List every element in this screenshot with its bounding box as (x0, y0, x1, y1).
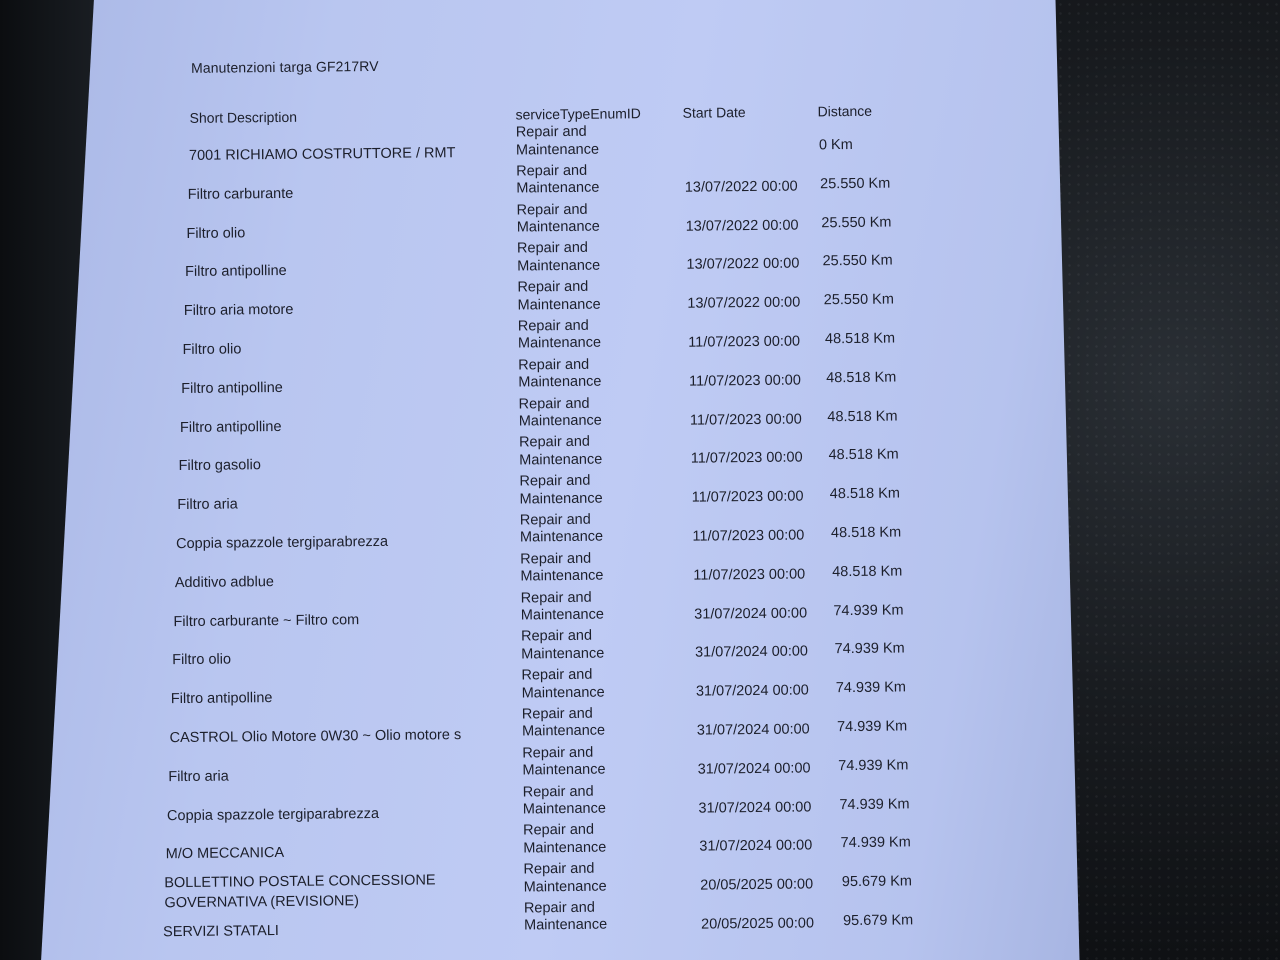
row-start-date: 31/07/2024 00:00 (699, 837, 813, 855)
row-service-type (523, 783, 606, 819)
row-description: CASTROL Olio Motore 0W30 ~ Olio motore s (169, 727, 462, 747)
service-type-line-1: Repair and (519, 472, 591, 490)
service-type-line-1: Repair and (522, 744, 594, 762)
row-start-date: 13/07/2022 00:00 (686, 255, 800, 274)
row-distance: 74.939 Km (838, 757, 909, 774)
row-service-type (523, 861, 606, 897)
row-service-type (519, 473, 602, 509)
service-type-line-2: Maintenance (519, 529, 604, 546)
service-type-line-2: Maintenance (521, 684, 605, 702)
service-type-line-2: Maintenance (517, 335, 602, 352)
row-distance: 48.518 Km (829, 485, 900, 503)
row-description: Filtro aria motore (183, 302, 294, 320)
row-service-type (518, 318, 601, 354)
row-description: 7001 RICHIAMO COSTRUTTORE / RMT (188, 145, 456, 164)
row-description: Filtro carburante ~ Filtro com (173, 611, 360, 630)
service-type-line-1: Repair and (521, 705, 593, 723)
row-service-type (522, 706, 605, 742)
row-description: Additivo adblue (174, 573, 275, 591)
service-type-line-1: Repair and (522, 783, 594, 800)
service-type-line-2: Maintenance (520, 606, 604, 624)
service-type-line-2: Maintenance (521, 723, 606, 740)
row-service-type (517, 279, 600, 315)
column-header-service-type: serviceTypeEnumID (515, 105, 641, 123)
row-start-date: 11/07/2023 00:00 (690, 449, 803, 468)
row-service-type (519, 395, 602, 431)
row-description: Filtro olio (172, 651, 232, 669)
row-description: Filtro antipolline (179, 418, 282, 436)
row-start-date: 31/07/2024 00:00 (694, 643, 809, 661)
row-service-type (516, 162, 599, 198)
row-description: Filtro olio (186, 224, 246, 242)
row-description: M/O MECCANICA (165, 845, 285, 863)
service-type-line-1: Repair and (516, 240, 589, 257)
row-start-date: 20/05/2025 00:00 (700, 915, 815, 933)
row-description: Filtro aria (177, 496, 238, 514)
service-type-line-2: Maintenance (516, 218, 600, 236)
row-description: Filtro carburante (187, 185, 294, 203)
row-service-type (521, 589, 604, 625)
row-start-date: 11/07/2023 00:00 (693, 566, 806, 584)
service-type-line-1: Repair and (518, 356, 590, 374)
row-description: Filtro olio (182, 341, 242, 358)
row-distance: 48.518 Km (830, 524, 902, 542)
service-type-line-2: Maintenance (522, 761, 606, 779)
row-start-date: 13/07/2022 00:00 (687, 294, 801, 312)
service-type-line-1: Repair and (516, 162, 588, 180)
column-header-short-description: Short Description (189, 108, 298, 126)
row-start-date: 20/05/2025 00:00 (700, 876, 814, 894)
service-type-line-1: Repair and (516, 201, 588, 219)
row-distance: 25.550 Km (822, 252, 893, 270)
service-type-line-1: Repair and (520, 550, 592, 568)
service-type-line-1: Repair and (523, 860, 595, 878)
row-description: Coppia spazzole tergiparabrezza (166, 805, 380, 824)
service-type-line-1: Repair and (518, 395, 590, 413)
service-type-line-2: Maintenance (517, 296, 601, 314)
row-start-date: 31/07/2024 00:00 (695, 682, 809, 700)
row-distance: 74.939 Km (833, 602, 904, 619)
row-distance: 95.679 Km (841, 873, 913, 891)
row-service-type (521, 667, 604, 703)
row-description: SERVIZI STATALI (163, 922, 279, 941)
row-start-date: 11/07/2023 00:00 (691, 488, 804, 506)
row-service-type (517, 240, 600, 276)
row-service-type (522, 744, 605, 780)
row-start-date: 11/07/2023 00:00 (692, 527, 805, 545)
row-start-date: 11/07/2023 00:00 (688, 372, 801, 390)
row-description: Filtro antipolline (170, 690, 273, 708)
column-header-start-date: Start Date (682, 104, 746, 121)
row-distance: 74.939 Km (835, 679, 907, 697)
service-type-line-1: Repair and (520, 589, 592, 607)
service-type-line-1: Repair and (520, 628, 593, 645)
service-type-line-1: Repair and (523, 822, 595, 839)
row-service-type (523, 822, 606, 858)
service-type-line-2: Maintenance (520, 567, 604, 585)
service-type-line-2: Maintenance (524, 917, 608, 934)
row-distance: 25.550 Km (820, 175, 891, 193)
row-service-type (521, 628, 604, 664)
service-type-line-2: Maintenance (522, 800, 606, 818)
row-distance: 25.550 Km (821, 214, 892, 231)
row-start-date: 13/07/2022 00:00 (685, 217, 799, 235)
row-distance: 95.679 Km (842, 912, 914, 930)
service-type-line-2: Maintenance (521, 645, 605, 663)
column-header-distance: Distance (817, 102, 873, 120)
row-start-date: 31/07/2024 00:00 (698, 798, 812, 817)
row-service-type (516, 124, 599, 160)
row-start-date: 31/07/2024 00:00 (694, 605, 808, 623)
row-service-type (520, 512, 603, 548)
service-type-line-1: Repair and (521, 666, 593, 684)
row-distance: 48.518 Km (827, 408, 898, 425)
row-start-date: 11/07/2023 00:00 (688, 333, 801, 351)
row-start-date: 31/07/2024 00:00 (696, 721, 810, 739)
service-type-line-1: Repair and (515, 123, 587, 141)
service-type-line-1: Repair and (517, 278, 589, 296)
row-description: Filtro antipolline (185, 263, 287, 281)
service-type-line-2: Maintenance (515, 141, 600, 158)
service-type-line-1: Repair and (517, 317, 589, 335)
row-description: Filtro gasolio (178, 457, 261, 475)
row-distance: 74.939 Km (836, 718, 908, 736)
service-type-line-2: Maintenance (523, 839, 607, 857)
row-start-date: 31/07/2024 00:00 (697, 760, 811, 778)
row-start-date: 13/07/2022 00:00 (684, 178, 798, 196)
row-distance: 48.518 Km (832, 563, 903, 580)
row-description: Filtro aria (168, 768, 229, 785)
service-type-line-1: Repair and (518, 434, 591, 451)
service-type-line-2: Maintenance (518, 412, 602, 430)
row-distance: 48.518 Km (826, 369, 897, 387)
service-type-line-1: Repair and (523, 899, 595, 917)
service-type-line-2: Maintenance (519, 490, 603, 508)
service-type-line-2: Maintenance (519, 451, 603, 469)
service-type-line-2: Maintenance (516, 179, 600, 197)
service-type-line-1: Repair and (519, 511, 591, 529)
maintenance-table (1, 116, 1280, 944)
row-distance: 74.939 Km (839, 795, 910, 813)
row-service-type (519, 434, 602, 470)
row-description: Filtro antipolline (181, 379, 283, 397)
row-distance: 0 Km (818, 136, 853, 154)
row-start-date: 11/07/2023 00:00 (689, 411, 802, 429)
row-description: BOLLETTINO POSTALE CONCESSIONE GOVERNATIVA (REVISIONE) (164, 872, 436, 912)
row-service-type (518, 356, 601, 392)
service-type-line-2: Maintenance (523, 878, 607, 896)
service-type-line-2: Maintenance (517, 257, 601, 275)
row-service-type (524, 900, 607, 936)
row-distance: 25.550 Km (823, 291, 894, 309)
row-distance: 74.939 Km (840, 834, 911, 852)
row-description: Coppia spazzole tergiparabrezza (175, 533, 389, 553)
service-type-line-2: Maintenance (518, 373, 602, 391)
row-service-type (517, 201, 600, 237)
row-distance: 48.518 Km (828, 446, 899, 464)
row-distance: 48.518 Km (824, 330, 896, 348)
row-service-type (520, 550, 603, 586)
row-distance: 74.939 Km (834, 640, 905, 658)
document-title: Manutenzioni targa GF217RV (190, 57, 379, 76)
